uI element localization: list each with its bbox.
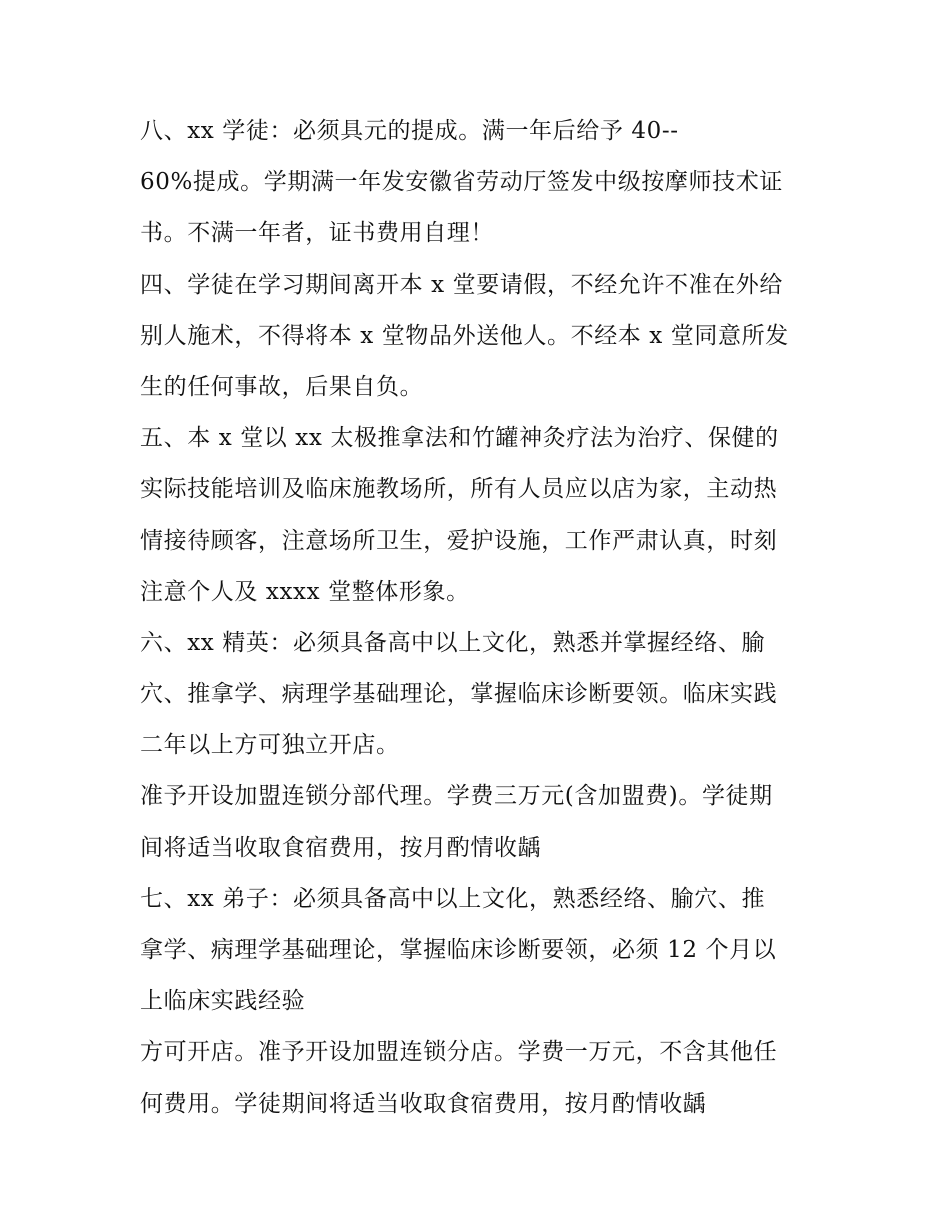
text-line: 五、本 x 堂以 xx 太极推拿法和竹罐神灸疗法为治疗、保健的 xyxy=(140,425,779,452)
text-line: 何费用。学徒期间将适当收取食宿费用，按月酌情收龋 xyxy=(140,1090,707,1117)
text-line: 七、xx 弟子：必须具备高中以上文化，熟悉经络、腧穴、推 xyxy=(140,885,766,912)
text-line: 六、xx 精英：必须具备高中以上文化，熟悉并掌握经络、腧 xyxy=(140,629,766,656)
document-body xyxy=(140,106,830,1130)
text-line: 上临床实践经验 xyxy=(140,988,306,1015)
text-line: 别人施术，不得将本 x 堂物品外送他人。不经本 x 堂同意所发 xyxy=(140,322,789,349)
text-line: 实际技能培训及临床施教场所，所有人员应以店为家，主动热 xyxy=(140,476,778,503)
text-line: 方可开店。准予开设加盟连锁分店。学费一万元，不含其他任 xyxy=(140,1039,778,1066)
text-line: 生的任何事故，后果自负。 xyxy=(140,373,424,400)
text-line: 情接待顾客，注意场所卫生，爱护设施，工作严肃认真，时刻 xyxy=(140,527,778,554)
text-line: 穴、推拿学、病理学基础理论，掌握临床诊断要领。临床实践 xyxy=(140,681,778,708)
text-line: 二年以上方可独立开店。 xyxy=(140,732,400,759)
text-line: 拿学、病理学基础理论，掌握临床诊断要领，必须 12 个月以 xyxy=(140,937,777,963)
text-line: 书。不满一年者，证书费用自理！ xyxy=(140,220,494,247)
text-line: 60%提成。学期满一年发安徽省劳动厅签发中级按摩师技术证 xyxy=(140,169,783,196)
text-line: 注意个人及 xxxx 堂整体形象。 xyxy=(140,578,470,605)
text-line: 四、学徒在学习期间离开本 x 堂要请假，不经允许不准在外给 xyxy=(140,271,783,298)
text-line: 八、xx 学徒：必须具元的提成。满一年后给予 40-- xyxy=(140,118,679,144)
text-line: 间将适当收取食宿费用，按月酌情收龋 xyxy=(140,834,542,861)
text-line: 准予开设加盟连锁分部代理。学费三万元(含加盟费)。学徒期 xyxy=(140,783,773,810)
